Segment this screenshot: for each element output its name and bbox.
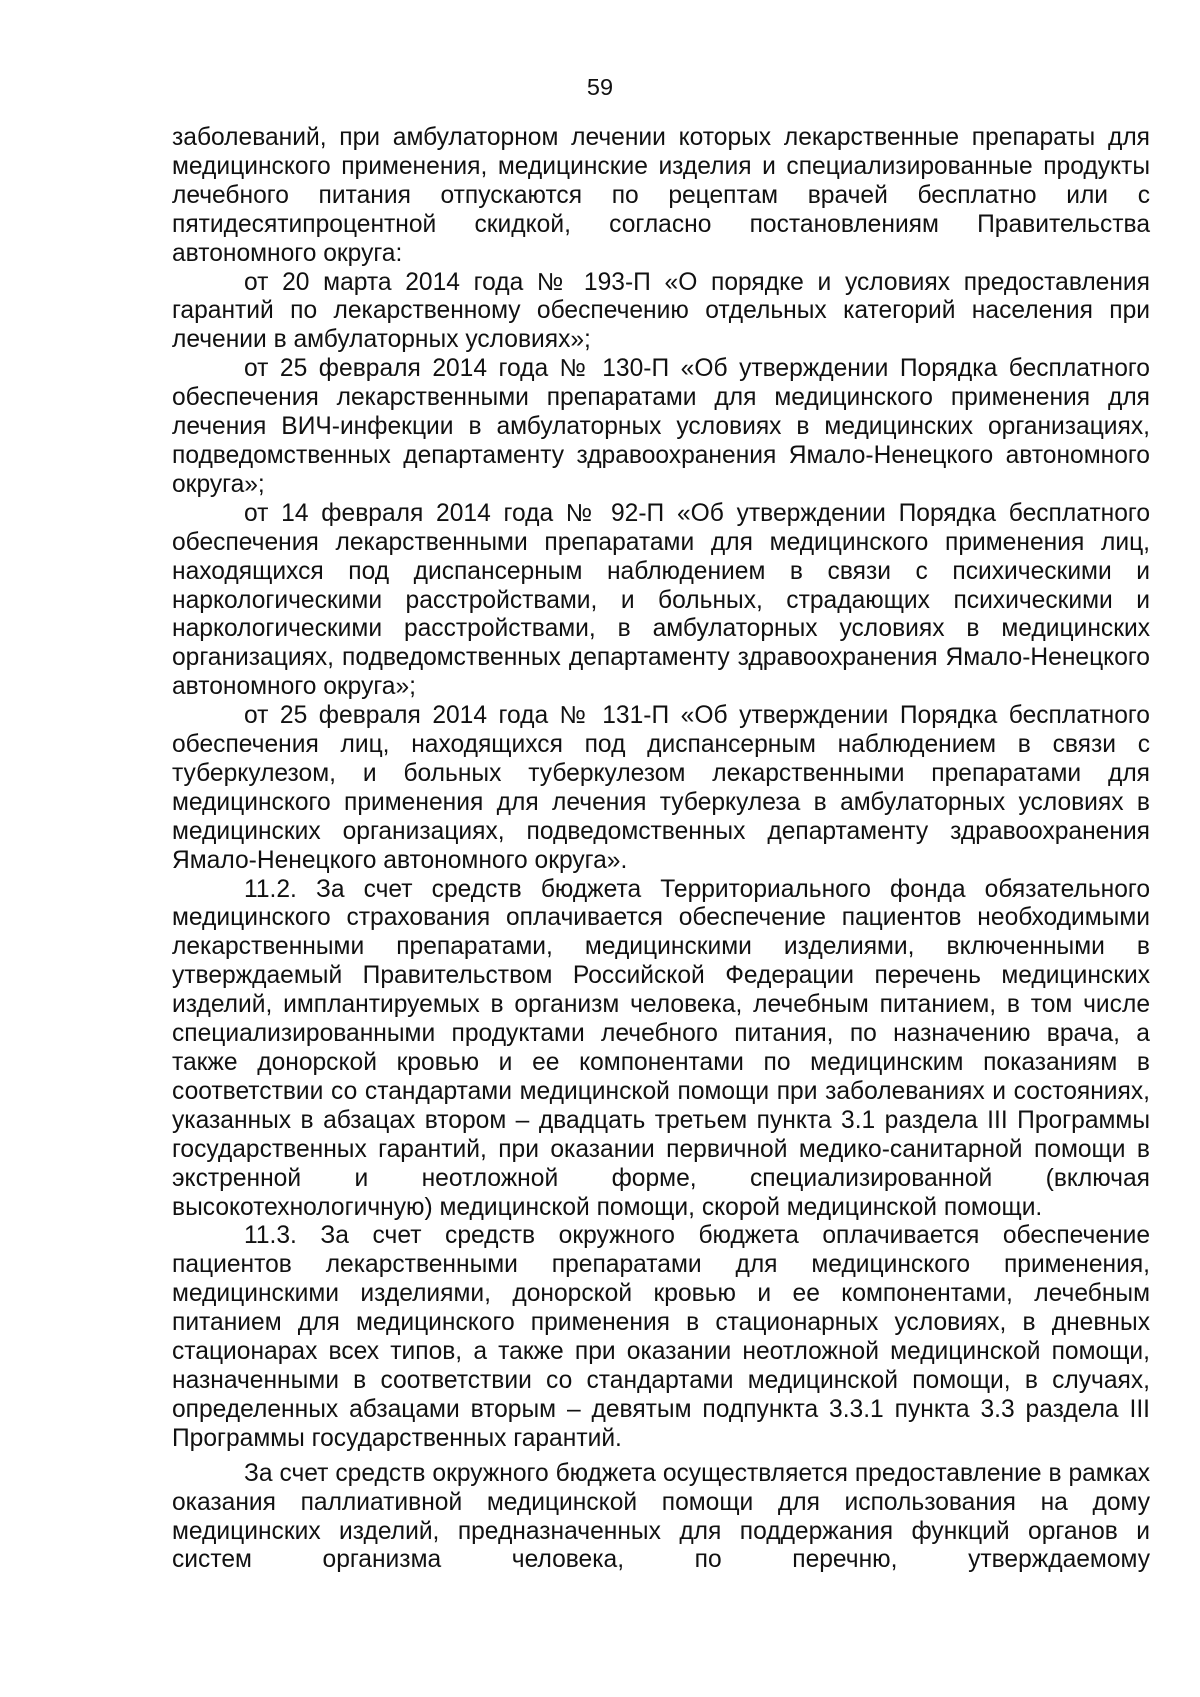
paragraph-diseases-list-intro: заболеваний, при амбулаторном лечении которых лекарственные препараты для медицинского применения, медицинские изделия и специализированные продукты лечебного питания отпускаются по рецептам врачей бесплатно или с пятидесятипроцентной скидкой, согласно постановлениям Правительства автономного округа:	[172, 124, 1150, 267]
paragraph-section-11-3: 11.3. За счет средств окружного бюджета оплачивается обеспечение пациентов лекарственными препаратами для медицинского применения, медицинскими изделиями, донорской кровью и ее компонентами, лечебным питанием для медицинского применения в стационарных условиях, в дневных стационарах всех типов, а также при оказании неотложной медицинской помощи, назначенными в соответствии со стандартами медицинской помощи, в случаях, определенных абзацами вторым – девятым подпункта 3.3.1 пункта 3.3 раздела III Программы государственных гарантий.	[172, 1222, 1150, 1452]
paragraph-resolution-130: от 25 февраля 2014 года № 130-П «Об утверждении Порядка бесплатного обеспечения лекарственными препаратами для медицинского применения для лечения ВИЧ-инфекции в амбулаторных условиях в медицинских организациях, подведомственных департаменту здравоохранения Ямало-Ненецкого автономного округа»;	[172, 355, 1150, 498]
document-body	[172, 124, 1150, 1575]
paragraph-palliative-care: За счет средств окружного бюджета осуществляется предоставление в рамках оказания паллиативной медицинской помощи для использования на дому медицинских изделий, предназначенных для поддержания функций органов и систем организма человека, по перечню, утверждаемому	[172, 1459, 1150, 1574]
paragraph-resolution-193: от 20 марта 2014 года № 193-П «О порядке и условиях предоставления гарантий по лекарственному обеспечению отдельных категорий населения при лечении в амбулаторных условиях»;	[172, 268, 1150, 354]
paragraph-section-11-2: 11.2. За счет средств бюджета Территориального фонда обязательного медицинского страхования оплачивается обеспечение пациентов необходимыми лекарственными препаратами, медицинскими изделиями, включенными в утверждаемый Правительством Российской Федерации перечень медицинских изделий, имплантируемых в организм человека, лечебным питанием, в том числе специализированными продуктами лечебного питания, по назначению врача, а также донорской кровью и ее компонентами по медицинским показаниям в соответствии со стандартами медицинской помощи при заболеваниях и состояниях, указанных в абзацах втором – двадцать третьем пункта 3.1 раздела III Программы государственных гарантий, при оказании первичной медико-санитарной помощи в экстренной и неотложной форме, специализированной (включая высокотехнологичную) медицинской помощи, скорой медицинской помощи.	[172, 875, 1150, 1221]
paragraph-resolution-131: от 25 февраля 2014 года № 131-П «Об утверждении Порядка бесплатного обеспечения лиц, находящихся под диспансерным наблюдением в связи с туберкулезом, и больных туберкулезом лекарственными препаратами для медицинского применения для лечения туберкулеза в амбулаторных условиях в медицинских организациях, подведомственных департаменту здравоохранения Ямало-Ненецкого автономного округа».	[172, 702, 1150, 874]
page-number: 59	[586, 74, 614, 100]
paragraph-resolution-92: от 14 февраля 2014 года № 92-П «Об утверждении Порядка бесплатного обеспечения лекарственными препаратами для медицинского применения лиц, находящихся под диспансерным наблюдением в связи с психическими и наркологическими расстройствами, и больных, страдающих психическими и наркологическими расстройствами, в амбулаторных условиях в медицинских организациях, подведомственных департаменту здравоохранения Ямало-Ненецкого автономного округа»;	[172, 499, 1150, 701]
